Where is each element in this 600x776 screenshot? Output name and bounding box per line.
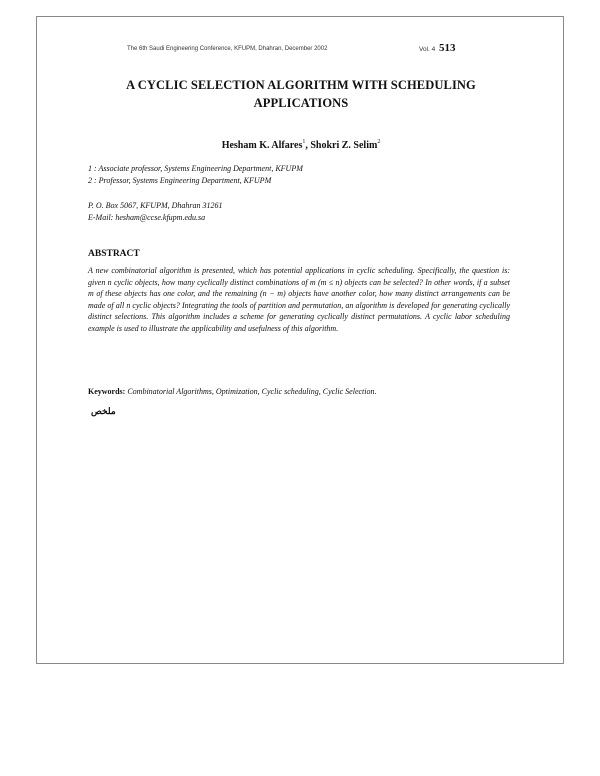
affiliation-1: 1 : Associate professor, Systems Engineering Department, KFUPM <box>88 164 303 173</box>
running-header <box>37 43 563 57</box>
abstract-heading: ABSTRACT <box>88 249 140 259</box>
author-separator: , <box>305 140 311 151</box>
keywords-line <box>88 387 518 396</box>
title-line-1: A CYCLIC SELECTION ALGORITHM WITH SCHEDULING <box>126 78 476 92</box>
postal-address: P. O. Box 5067, KFUPM, Dhahran 31261 <box>88 201 223 210</box>
author-1-affil-mark: 1 <box>302 139 306 145</box>
title-line-2: APPLICATIONS <box>253 96 349 110</box>
page-frame <box>36 16 564 664</box>
author-2-affil-mark: 2 <box>377 139 381 145</box>
author-1: Hesham K. Alfares <box>221 140 303 151</box>
keywords-text: Combinatorial Algorithms, Optimization, Cyclic scheduling, Cyclic Selection. <box>127 387 377 396</box>
volume-label: Vol. 4 <box>419 46 436 53</box>
author-2: Shokri Z. Selim <box>310 140 378 151</box>
abstract-body: A new combinatorial algorithm is presented, which has potential applications in cyclic scheduling. Specifically, the question is: given n cyclic objects, how many cyclically distinct combinations of m (m ≤ n) objects can be selected? In other words, if a subset m of these objects has one color, and the remaining (n − m) objects have another color, how many distinct arrangements can be made of all n cyclic objects? Integrating the tools of partition and permutation, an algorithm is developed for generating cyclically distinct selections. This algorithm includes a scheme for generating cyclically distinct permutations. A cyclic labor scheduling example is used to illustrate the applicability and usefulness of this algorithm. <box>88 266 510 333</box>
paper-title <box>37 76 565 112</box>
page-number: 513 <box>439 42 456 54</box>
author-line <box>37 139 565 151</box>
arabic-abstract-mark: ﻣﻠﺨﺺ <box>91 406 116 416</box>
conference-name: The 6th Saudi Engineering Conference, KFUPM, Dhahran, December 2002 <box>127 46 328 52</box>
keywords-label: Keywords: <box>88 387 126 396</box>
affiliation-2: 2 : Professor, Systems Engineering Department, KFUPM <box>88 176 272 185</box>
email-address: E-Mail: hesham@ccse.kfupm.edu.sa <box>88 213 206 222</box>
